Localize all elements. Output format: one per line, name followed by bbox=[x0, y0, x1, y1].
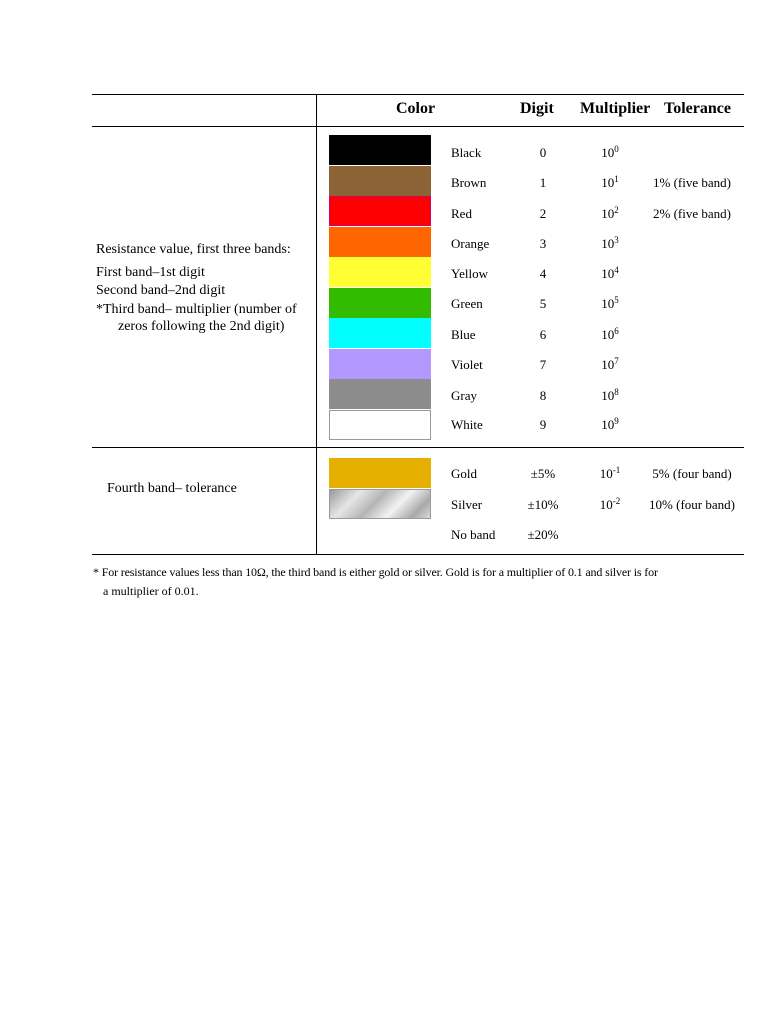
table-bottom-rule bbox=[92, 554, 744, 555]
second-band-text: Second band–2nd digit bbox=[96, 283, 226, 298]
header-multiplier: Multiplier bbox=[580, 100, 651, 117]
row-tol-brown: 1% (five band) bbox=[653, 175, 731, 190]
footnote-line-2: a multiplier of 0.01. bbox=[103, 584, 199, 598]
row-mult-violet: $10^7$ bbox=[601, 356, 619, 372]
third-band-text-continued: zeros following the 2nd digit) bbox=[118, 319, 285, 334]
row-name-silver: Silver bbox=[451, 497, 483, 512]
row-tol-gold: 5% (four band) bbox=[652, 466, 732, 481]
row-mult-red: $10^2$ bbox=[601, 205, 619, 221]
row-mult-green: $10^5$ bbox=[601, 295, 619, 311]
row-mult-gray: $10^8$ bbox=[601, 387, 619, 403]
row-name-orange: Orange bbox=[451, 236, 490, 251]
row-name-brown: Brown bbox=[451, 175, 487, 190]
swatch-red bbox=[329, 196, 431, 226]
row-name-black: Black bbox=[451, 145, 482, 160]
section-divider-rule bbox=[92, 447, 744, 448]
first-band-text: First band–1st digit bbox=[96, 265, 205, 280]
row-name-white: White bbox=[451, 417, 483, 432]
row-digit-gray: 8 bbox=[539, 388, 547, 403]
column-divider-rule bbox=[316, 94, 317, 555]
header-color: Color bbox=[396, 100, 436, 117]
row-name-blue: Blue bbox=[451, 327, 476, 342]
row-digit-no-band: ±20% bbox=[527, 527, 559, 542]
intro-text: Resistance value, first three bands: bbox=[96, 242, 291, 257]
footnote-line-1: * For resistance values less than 10Ω, the third band is either gold or silver. Gold is for a multiplier of 0.1 and silver is for bbox=[93, 565, 658, 579]
swatch-brown bbox=[329, 166, 431, 196]
row-mult-brown: $10^1$ bbox=[601, 174, 619, 190]
row-tol-red: 2% (five band) bbox=[653, 206, 731, 221]
row-digit-white: 9 bbox=[539, 417, 547, 432]
row-name-gray: Gray bbox=[451, 388, 477, 403]
swatch-gold bbox=[329, 458, 431, 488]
header-digit: Digit bbox=[520, 100, 554, 117]
row-digit-yellow: 4 bbox=[539, 266, 547, 281]
row-name-gold: Gold bbox=[451, 466, 477, 481]
row-name-violet: Violet bbox=[451, 357, 483, 372]
row-mult-black: $10^0$ bbox=[601, 144, 619, 160]
row-digit-gold: ±5% bbox=[530, 466, 556, 481]
row-tol-silver: 10% (four band) bbox=[649, 497, 735, 512]
table-top-rule bbox=[92, 94, 744, 95]
header-tolerance: Tolerance bbox=[664, 100, 731, 117]
row-mult-gold: $10^{-1}$ bbox=[599, 465, 621, 481]
swatch-orange bbox=[329, 227, 431, 257]
row-digit-silver: ±10% bbox=[527, 497, 559, 512]
row-name-red: Red bbox=[451, 206, 472, 221]
swatch-violet bbox=[329, 349, 431, 379]
swatch-white bbox=[329, 410, 431, 440]
third-band-text: *Third band– multiplier (number of bbox=[96, 302, 297, 317]
row-mult-blue: $10^6$ bbox=[601, 326, 619, 342]
row-digit-green: 5 bbox=[539, 296, 547, 311]
fourth-band-text: Fourth band– tolerance bbox=[107, 481, 237, 496]
swatch-silver bbox=[329, 489, 431, 519]
row-digit-red: 2 bbox=[539, 206, 547, 221]
row-digit-black: 0 bbox=[539, 145, 547, 160]
swatch-yellow bbox=[329, 257, 431, 287]
row-name-green: Green bbox=[451, 296, 483, 311]
swatch-blue bbox=[329, 318, 431, 348]
row-digit-violet: 7 bbox=[539, 357, 547, 372]
row-mult-white: $10^9$ bbox=[601, 416, 619, 432]
row-digit-orange: 3 bbox=[539, 236, 547, 251]
swatch-green bbox=[329, 288, 431, 318]
row-name-no-band: No band bbox=[451, 527, 496, 542]
header-bottom-rule bbox=[92, 126, 744, 127]
swatch-gray bbox=[329, 379, 431, 409]
row-mult-silver: $10^{-2}$ bbox=[599, 496, 621, 512]
row-digit-brown: 1 bbox=[539, 175, 547, 190]
row-mult-orange: $10^3$ bbox=[601, 235, 619, 251]
row-digit-blue: 6 bbox=[539, 327, 547, 342]
swatch-black bbox=[329, 135, 431, 165]
row-name-yellow: Yellow bbox=[451, 266, 488, 281]
row-mult-yellow: $10^4$ bbox=[601, 265, 619, 281]
